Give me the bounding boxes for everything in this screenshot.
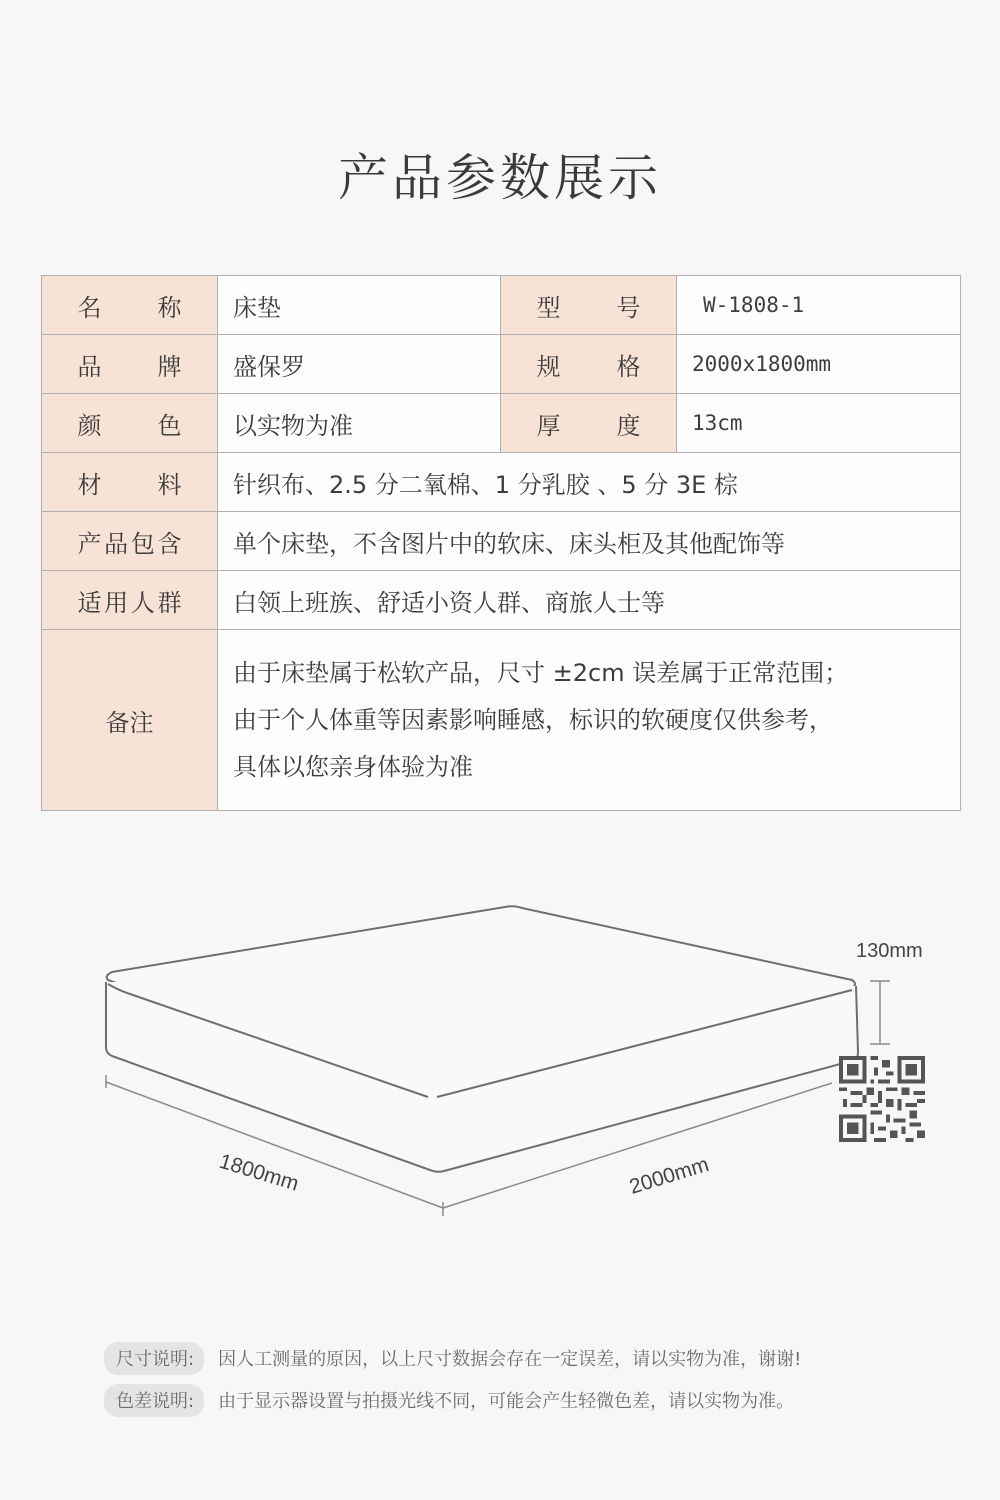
table-row [42,394,961,453]
table-row [42,335,961,394]
color-label: 颜色 [42,394,218,453]
note-line-3: 具体以您亲身体验为准 [233,752,473,781]
table-row [42,630,961,811]
mattress-left-side [106,982,858,1172]
brand-label: 品牌 [42,335,218,394]
notes-label: 备注 [42,630,218,811]
size-note-text: 因人工测量的原因，以上尺寸数据会存在一定误差，请以实物为准，谢谢! [218,1349,802,1370]
note-line-1: 由于床垫属于松软产品，尺寸 ±2cm 误差属于正常范围； [233,658,849,687]
spec-label: 规格 [501,335,677,394]
color-value: 以实物为准 [218,394,501,453]
name-value: 床垫 [218,276,501,335]
size-note-row [104,1342,801,1375]
material-label: 材料 [42,453,218,512]
thickness-label: 厚度 [501,394,677,453]
page-title: 产品参数展示 [338,149,662,207]
height-dimension-label: 130mm [856,940,923,962]
table-row [42,276,961,335]
size-note-badge: 尺寸说明: [104,1342,204,1375]
color-note-row [104,1384,794,1417]
material-value: 针织布、2.5 分二氧棉、1 分乳胶 、5 分 3E 棕 [218,453,961,512]
package-value: 单个床垫，不含图片中的软床、床头柜及其他配饰等 [218,512,961,571]
model-label: 型号 [501,276,677,335]
table-row [42,512,961,571]
parameter-table [41,275,961,811]
name-label: 名称 [42,276,218,335]
width-dimension-label: 1800mm [216,1149,302,1196]
note-line-2: 由于个人体重等因素影响睡感，标识的软硬度仅供参考， [233,705,833,734]
audience-label: 适用人群 [42,571,218,630]
qr-code-icon [838,1056,926,1142]
thickness-value: 13cm [677,394,961,453]
package-label: 产品包含 [42,512,218,571]
table-row [42,453,961,512]
length-dimension-label: 2000mm [626,1152,712,1199]
notes-value [218,630,961,811]
brand-value: 盛保罗 [218,335,501,394]
color-note-badge: 色差说明: [104,1384,204,1417]
color-note-text: 由于显示器设置与拍摄光线不同，可能会产生轻微色差，请以实物为准。 [218,1391,795,1412]
audience-value: 白领上班族、舒适小资人群、商旅人士等 [218,571,961,630]
spec-value: 2000x1800mm [677,335,961,394]
model-value: W-1808-1 [677,276,961,335]
table-row [42,571,961,630]
